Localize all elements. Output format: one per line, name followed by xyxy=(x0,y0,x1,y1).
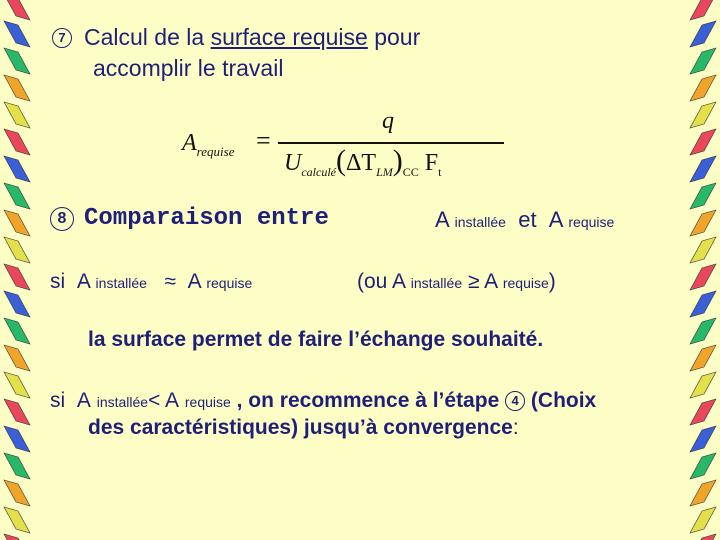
heading7-line2: accomplir le travail xyxy=(93,55,284,81)
condition-alternative: (ou A installée ≥ A requise) xyxy=(357,270,556,293)
circled-number-8: 8 xyxy=(50,207,74,231)
formula-lhs: $A_{requise}$ xyxy=(182,130,235,159)
circled-number-7: 7 xyxy=(52,28,72,48)
heading8-comparison: A installée et A requise xyxy=(435,207,615,232)
heading7-suffix: pour xyxy=(367,24,421,50)
circled-number-4: 4 xyxy=(505,391,525,411)
heading7-prefix: Calcul de la xyxy=(84,24,211,50)
formula-denominator: $U_{calculé}(\Delta T_{LM})_{CC}$ $F_t$ xyxy=(284,144,442,179)
area-formula xyxy=(182,106,512,180)
conclusion-ok: la surface permet de faire l’échange souhaité. xyxy=(88,328,544,351)
formula-equals: = xyxy=(256,126,271,155)
heading8-text: Comparaison entre xyxy=(84,205,329,232)
formula-numerator: q xyxy=(382,108,394,134)
section-8-heading xyxy=(50,203,615,232)
heading7-underlined: surface requise xyxy=(210,24,368,50)
section-7-heading xyxy=(52,22,420,84)
condition-approx: si A installée ≈ A requise xyxy=(50,270,253,293)
condition-restart: si A installée< A requise , on recommence à l’étape 4 (Choix des caractéristiques) jusqu’à convergence: xyxy=(50,389,597,439)
